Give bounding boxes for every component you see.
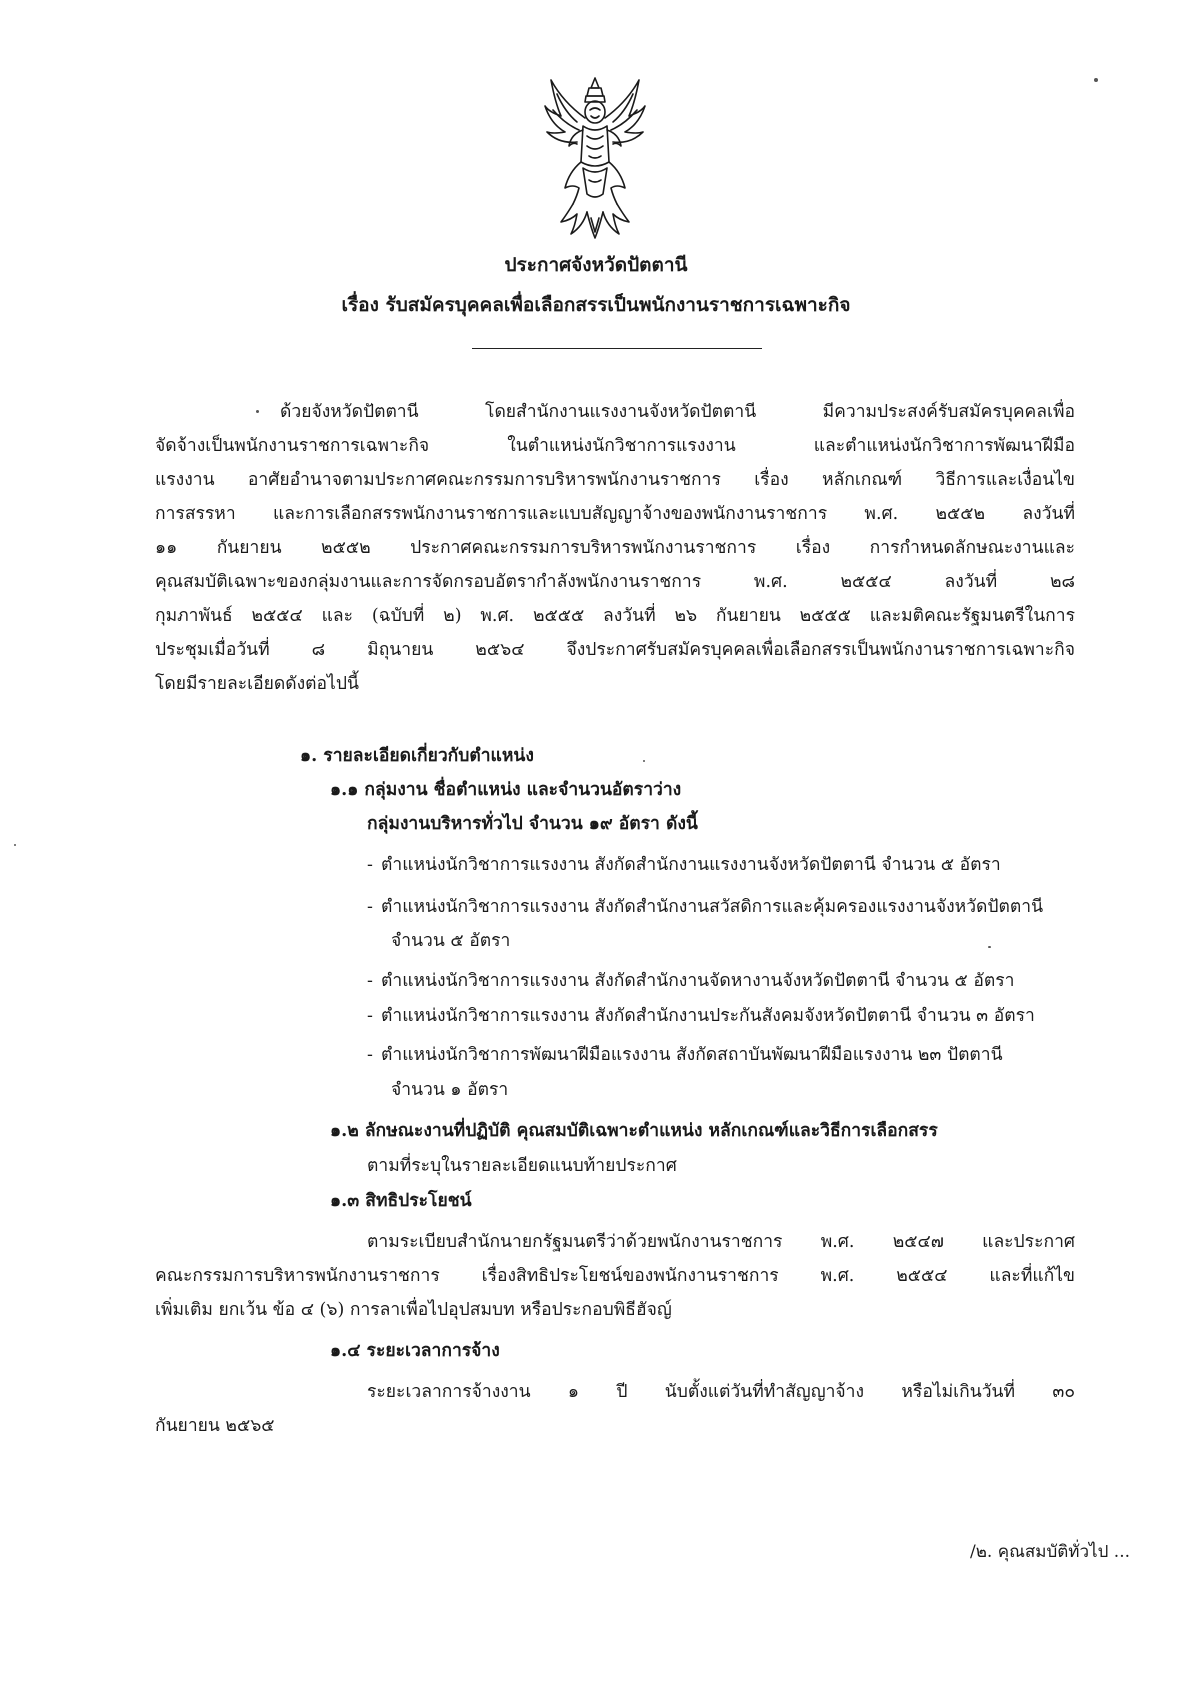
title-divider — [472, 348, 762, 349]
section-1-2-heading: ๑.๒ ลักษณะงานที่ปฏิบัติ คุณสมบัติเฉพาะตำแหน่ง หลักเกณฑ์และวิธีการเลือกสรร — [330, 1121, 938, 1141]
scan-speck — [1094, 78, 1098, 82]
dash-marker: - — [367, 971, 373, 991]
document-subject: เรื่อง รับสมัครบุคคลเพื่อเลือกสรรเป็นพนักงานราชการเฉพาะกิจ — [341, 294, 851, 316]
scan-speck — [256, 410, 259, 413]
intro-line-7: กุมภาพันธ์ ๒๕๕๔ และ (ฉบับที่ ๒) พ.ศ. ๒๕๕๕ ลงวันที่ ๒๖ กันยายน ๒๕๕๕ และมติคณะรัฐมนตรีในการ — [155, 606, 1075, 626]
scan-speck — [988, 946, 991, 948]
intro-line-5: ๑๑ กันยายน ๒๕๕๒ ประกาศคณะกรรมการบริหารพนักงานราชการ เรื่อง การกำหนดลักษณะงานและ — [155, 538, 1075, 558]
position-text: ตำแหน่งนักวิชาการแรงงาน สังกัดสำนักงานแรงงานจังหวัดปัตตานี จำนวน ๕ อัตรา — [381, 855, 1001, 875]
document-title: ประกาศจังหวัดปัตตานี — [504, 254, 688, 276]
section-1-1-subheading: กลุ่มงานบริหารทั่วไป จำนวน ๑๙ อัตรา ดังนี้ — [367, 814, 698, 834]
section-1-3-line-2: คณะกรรมการบริหารพนักงานราชการ เรื่องสิทธิประโยชน์ของพนักงานราชการ พ.ศ. ๒๕๕๔ และที่แก้ไข — [155, 1266, 1075, 1286]
section-1-4-heading: ๑.๔ ระยะเวลาการจ้าง — [330, 1341, 500, 1361]
dash-marker: - — [367, 1006, 373, 1026]
position-item — [367, 967, 1014, 995]
dash-marker: - — [367, 897, 373, 917]
position-text: ตำแหน่งนักวิชาการพัฒนาฝีมือแรงงาน สังกัดสถาบันพัฒนาฝีมือแรงงาน ๒๓ ปัตตานี — [381, 1045, 1003, 1065]
intro-line-1: ด้วยจังหวัดปัตตานี โดยสำนักงานแรงงานจังหวัดปัตตานี มีความประสงค์รับสมัครบุคคลเพื่อ — [280, 402, 1075, 422]
section-1-4-line-2: กันยายน ๒๕๖๕ — [155, 1416, 275, 1436]
position-item — [367, 1041, 1003, 1069]
position-item — [367, 893, 1043, 921]
intro-line-3: แรงงาน อาศัยอำนาจตามประกาศคณะกรรมการบริหารพนักงานราชการ เรื่อง หลักเกณฑ์ วิธีการและเงื่อนไข — [155, 470, 1075, 490]
section-1-4-line-1: ระยะเวลาการจ้างงาน ๑ ปี นับตั้งแต่วันที่ทำสัญญาจ้าง หรือไม่เกินวันที่ ๓๐ — [367, 1382, 1075, 1402]
section-1-1-heading: ๑.๑ กลุ่มงาน ชื่อตำแหน่ง และจำนวนอัตราว่าง — [330, 780, 682, 800]
intro-line-8: ประชุมเมื่อวันที่ ๘ มิถุนายน ๒๕๖๔ จึงประกาศรับสมัครบุคคลเพื่อเลือกสรรเป็นพนักงานราชการเฉพาะกิจ — [155, 640, 1075, 660]
section-1-3-heading: ๑.๓ สิทธิประโยชน์ — [330, 1191, 472, 1211]
dash-marker: - — [367, 855, 373, 875]
section-1-heading: ๑. รายละเอียดเกี่ยวกับตำแหน่ง — [300, 746, 534, 766]
next-page-note: /๒. คุณสมบัติทั่วไป ... — [970, 1542, 1131, 1562]
intro-line-2: จัดจ้างเป็นพนักงานราชการเฉพาะกิจ ในตำแหน่งนักวิชาการแรงงาน และตำแหน่งนักวิชาการพัฒนาฝีมือ — [155, 436, 1075, 456]
position-continuation: จำนวน ๑ อัตรา — [391, 1080, 509, 1100]
dash-marker: - — [367, 1045, 373, 1065]
section-1-3-line-3: เพิ่มเติม ยกเว้น ข้อ ๔ (๖) การลาเพื่อไปอุปสมบท หรือประกอบพิธีฮัจญ์ — [155, 1300, 672, 1320]
position-text: ตำแหน่งนักวิชาการแรงงาน สังกัดสำนักงานจัดหางานจังหวัดปัตตานี จำนวน ๕ อัตรา — [381, 971, 1015, 991]
section-1-2-text: ตามที่ระบุในรายละเอียดแนบท้ายประกาศ — [367, 1156, 677, 1176]
section-1-3-line-1: ตามระเบียบสำนักนายกรัฐมนตรีว่าด้วยพนักงานราชการ พ.ศ. ๒๕๔๗ และประกาศ — [367, 1232, 1075, 1252]
garuda-emblem-icon — [543, 72, 647, 242]
position-continuation: จำนวน ๕ อัตรา — [391, 931, 511, 951]
position-text: ตำแหน่งนักวิชาการแรงงาน สังกัดสำนักงานประกันสังคมจังหวัดปัตตานี จำนวน ๓ อัตรา — [381, 1006, 1035, 1026]
intro-line-9: โดยมีรายละเอียดดังต่อไปนี้ — [155, 674, 359, 694]
scan-speck — [643, 760, 645, 762]
position-item — [367, 851, 1001, 879]
intro-line-6: คุณสมบัติเฉพาะของกลุ่มงานและการจัดกรอบอัตรากำลังพนักงานราชการ พ.ศ. ๒๕๕๔ ลงวันที่ ๒๘ — [155, 572, 1075, 592]
intro-line-4: การสรรหา และการเลือกสรรพนักงานราชการและแบบสัญญาจ้างของพนักงานราชการ พ.ศ. ๒๕๕๒ ลงวันที่ — [155, 504, 1075, 524]
position-text: ตำแหน่งนักวิชาการแรงงาน สังกัดสำนักงานสวัสดิการและคุ้มครองแรงงานจังหวัดปัตตานี — [381, 897, 1044, 917]
position-item — [367, 1002, 1035, 1030]
scan-speck — [14, 844, 16, 846]
